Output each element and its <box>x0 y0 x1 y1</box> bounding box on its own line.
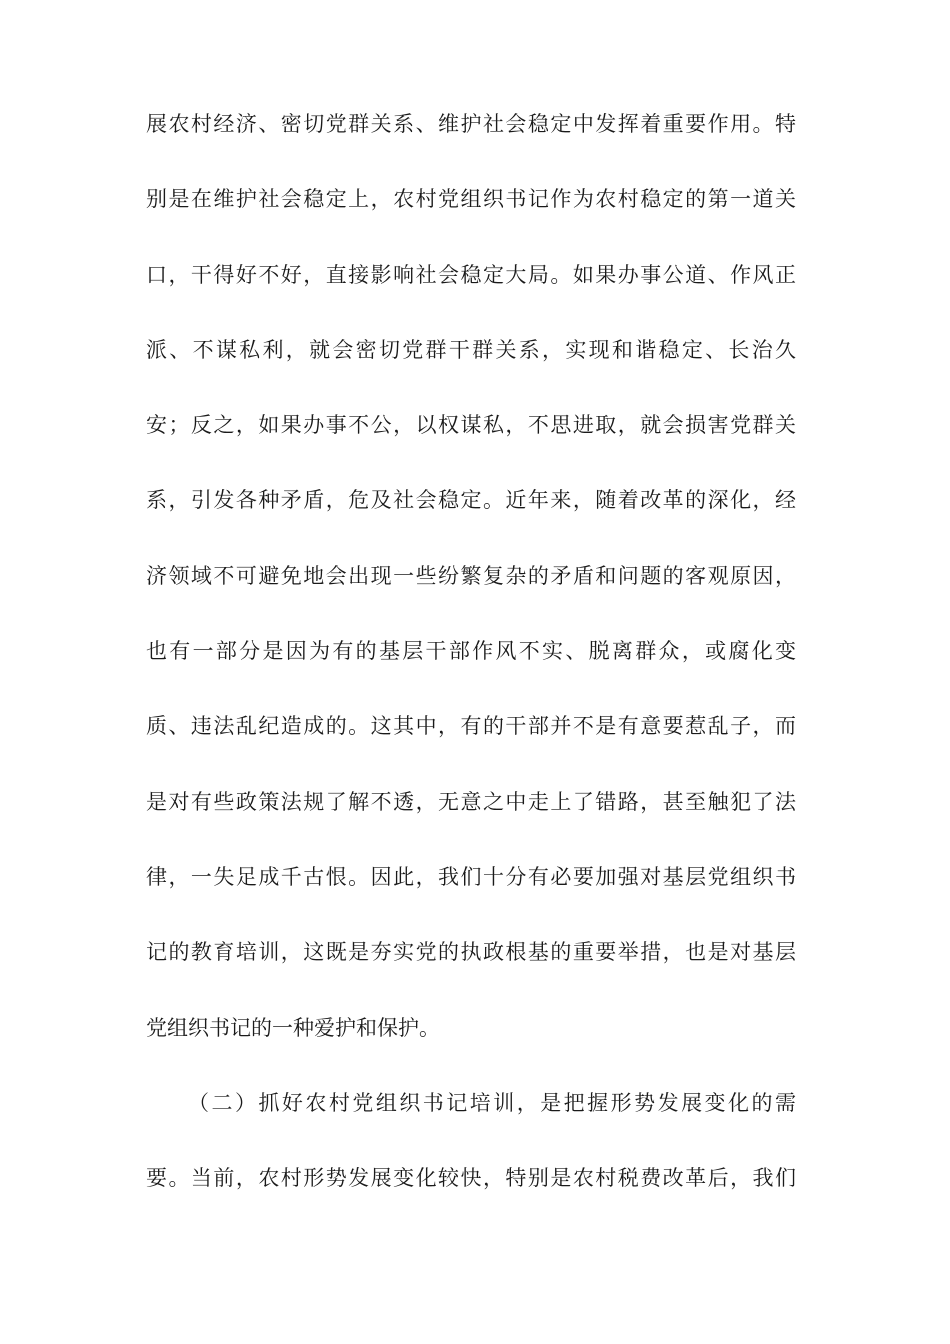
text-line: 口，干得好不好，直接影响社会稳定大局。如果办事公道、作风正 <box>146 262 796 287</box>
text-line: 别是在维护社会稳定上，农村党组织书记作为农村稳定的第一道关 <box>146 187 796 212</box>
text-line: 安；反之，如果办事不公，以权谋私，不思进取，就会损害党群关 <box>146 413 796 438</box>
text-line: 展农村经济、密切党群关系、维护社会稳定中发挥着重要作用。特 <box>146 112 796 136</box>
text-line: 济领域不可避免地会出现一些纷繁复杂的矛盾和问题的客观原因， <box>146 563 796 588</box>
text-line: 质、违法乱纪造成的。这其中，有的干部并不是有意要惹乱子，而 <box>146 714 796 739</box>
text-line: 律，一失足成千古恨。因此，我们十分有必要加强对基层党组织书 <box>146 864 796 889</box>
document-body <box>146 104 796 1233</box>
paragraph-end-line: 党组织书记的一种爱护和保护。 <box>146 1015 440 1040</box>
text-line: 记的教育培训，这既是夯实党的执政根基的重要举措，也是对基层 <box>146 940 796 965</box>
text-line: 派、不谋私利，就会密切党群干群关系，实现和谐稳定、长治久 <box>146 337 796 362</box>
text-line: 也有一部分是因为有的基层干部作风不实、脱离群众，或腐化变 <box>146 639 796 664</box>
text-line: 要。当前，农村形势发展变化较快，特别是农村税费改革后，我们 <box>146 1166 796 1191</box>
section-heading-line: （二）抓好农村党组织书记培训，是把握形势发展变化的需 <box>188 1090 796 1115</box>
text-line: 是对有些政策法规了解不透，无意之中走上了错路，甚至触犯了法 <box>146 789 796 814</box>
text-line: 系，引发各种矛盾，危及社会稳定。近年来，随着改革的深化，经 <box>146 488 796 513</box>
